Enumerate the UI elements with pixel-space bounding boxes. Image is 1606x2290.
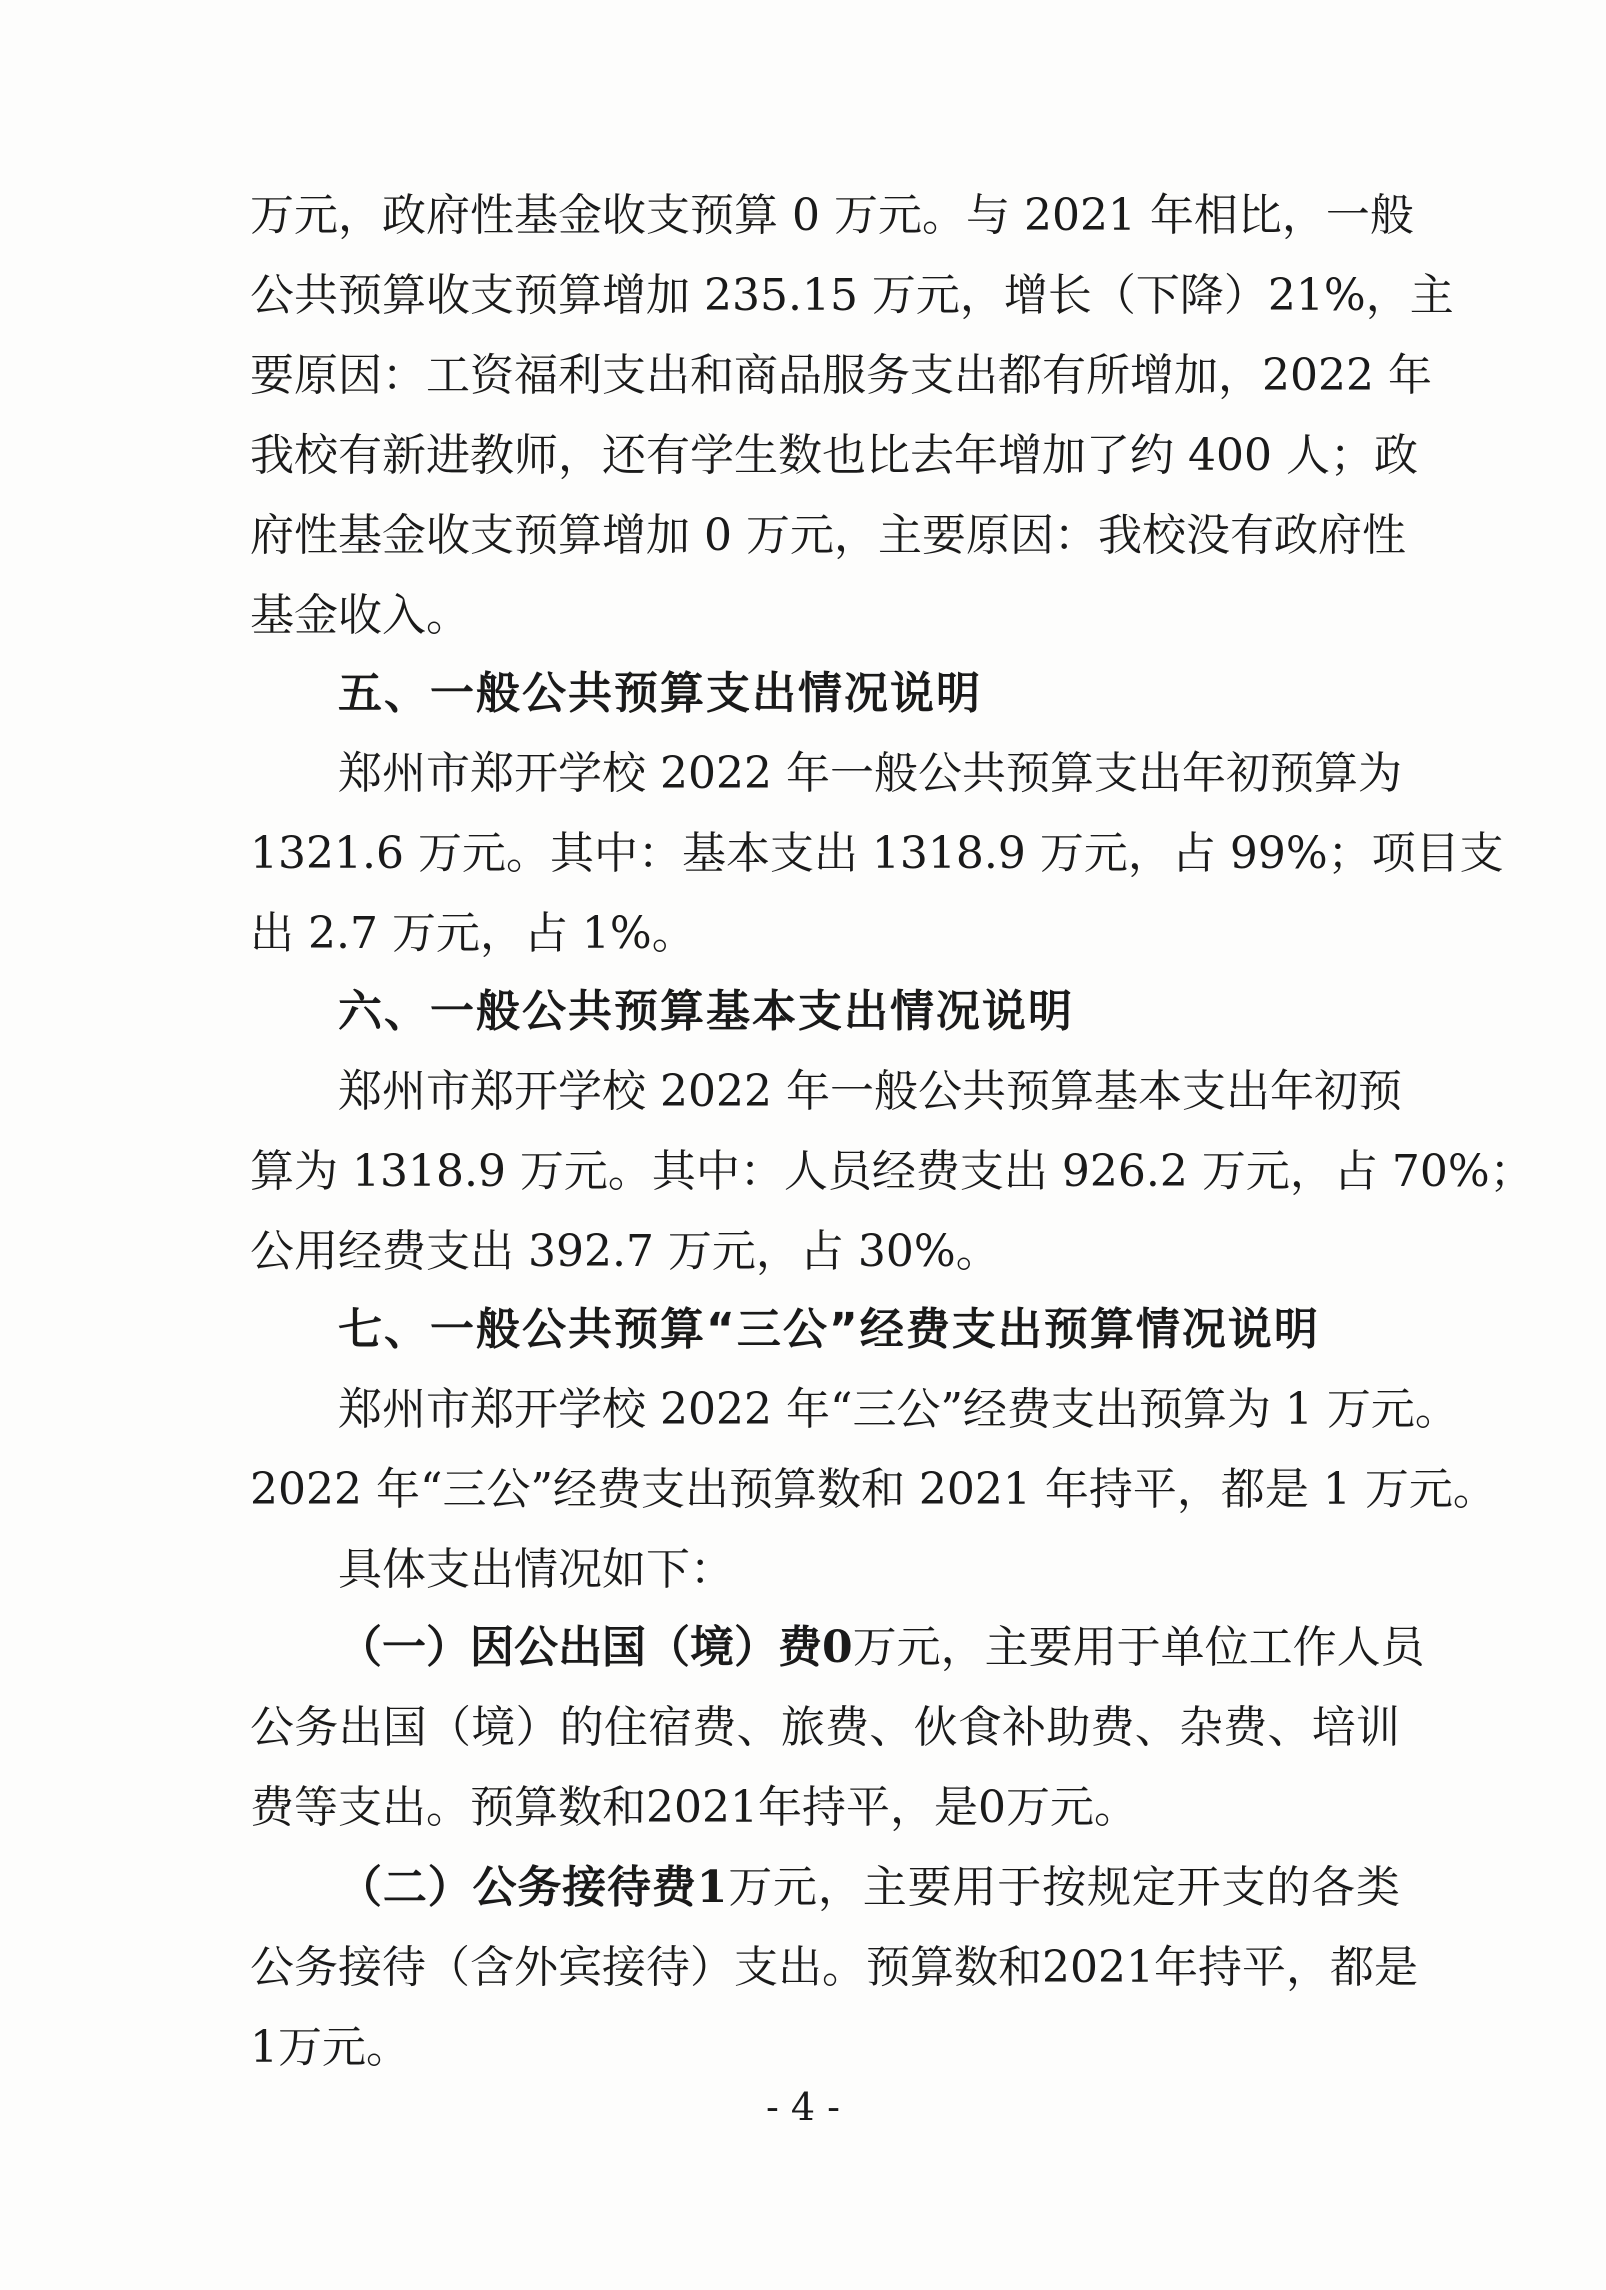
paragraph-line: 费等支出。预算数和2021年持平，是0万元。	[250, 1782, 1138, 1833]
paragraph-line: 1321.6 万元。其中：基本支出 1318.9 万元，占 99%；项目支	[250, 828, 1504, 879]
list-item-1-label: （一）因公出国（境）费0	[338, 1622, 853, 1673]
paragraph-line: 郑州市郑开学校 2022 年“三公”经费支出预算为 1 万元。	[338, 1384, 1459, 1435]
section-heading-6: 六、一般公共预算基本支出情况说明	[338, 986, 1074, 1037]
paragraph-line: 我校有新进教师，还有学生数也比去年增加了约 400 人；政	[250, 430, 1418, 481]
paragraph-line: 公务出国（境）的住宿费、旅费、伙食补助费、杂费、培训	[250, 1702, 1400, 1753]
list-item-2-label: （二）公务接待费1	[338, 1862, 728, 1913]
list-item-1-first-line	[338, 1618, 1425, 1678]
page-number: - 4 -	[765, 2085, 840, 2129]
paragraph-line: 郑州市郑开学校 2022 年一般公共预算基本支出年初预	[338, 1066, 1402, 1117]
paragraph-line: 府性基金收支预算增加 0 万元，主要原因：我校没有政府性	[250, 510, 1406, 561]
paragraph-line: 算为 1318.9 万元。其中：人员经费支出 926.2 万元，占 70%；	[250, 1146, 1534, 1197]
paragraph-line: 郑州市郑开学校 2022 年一般公共预算支出年初预算为	[338, 748, 1402, 799]
paragraph-line: 公共预算收支预算增加 235.15 万元，增长（下降）21%，主	[250, 270, 1454, 321]
section-heading-7: 七、一般公共预算“三公”经费支出预算情况说明	[338, 1304, 1320, 1355]
section-heading-5: 五、一般公共预算支出情况说明	[338, 668, 982, 719]
paragraph-line: 万元，政府性基金收支预算 0 万元。与 2021 年相比，一般	[250, 190, 1414, 241]
paragraph-line: 1万元。	[250, 2022, 410, 2073]
list-item-2-text: 万元，主要用于按规定开支的各类	[727, 1862, 1400, 1913]
paragraph-line: 2022 年“三公”经费支出预算数和 2021 年持平，都是 1 万元。	[250, 1464, 1497, 1515]
paragraph-line: 基金收入。	[250, 590, 470, 641]
paragraph-line: 出 2.7 万元，占 1%。	[250, 908, 696, 959]
paragraph-line: 公用经费支出 392.7 万元，占 30%。	[250, 1226, 1000, 1277]
paragraph-line: 要原因：工资福利支出和商品服务支出都有所增加，2022 年	[250, 350, 1432, 401]
paragraph-line: 具体支出情况如下：	[338, 1544, 734, 1595]
list-item-1-text: 万元，主要用于单位工作人员	[852, 1622, 1425, 1673]
paragraph-line: 公务接待（含外宾接待）支出。预算数和2021年持平，都是	[250, 1942, 1418, 1993]
list-item-2-first-line	[338, 1858, 1400, 1918]
